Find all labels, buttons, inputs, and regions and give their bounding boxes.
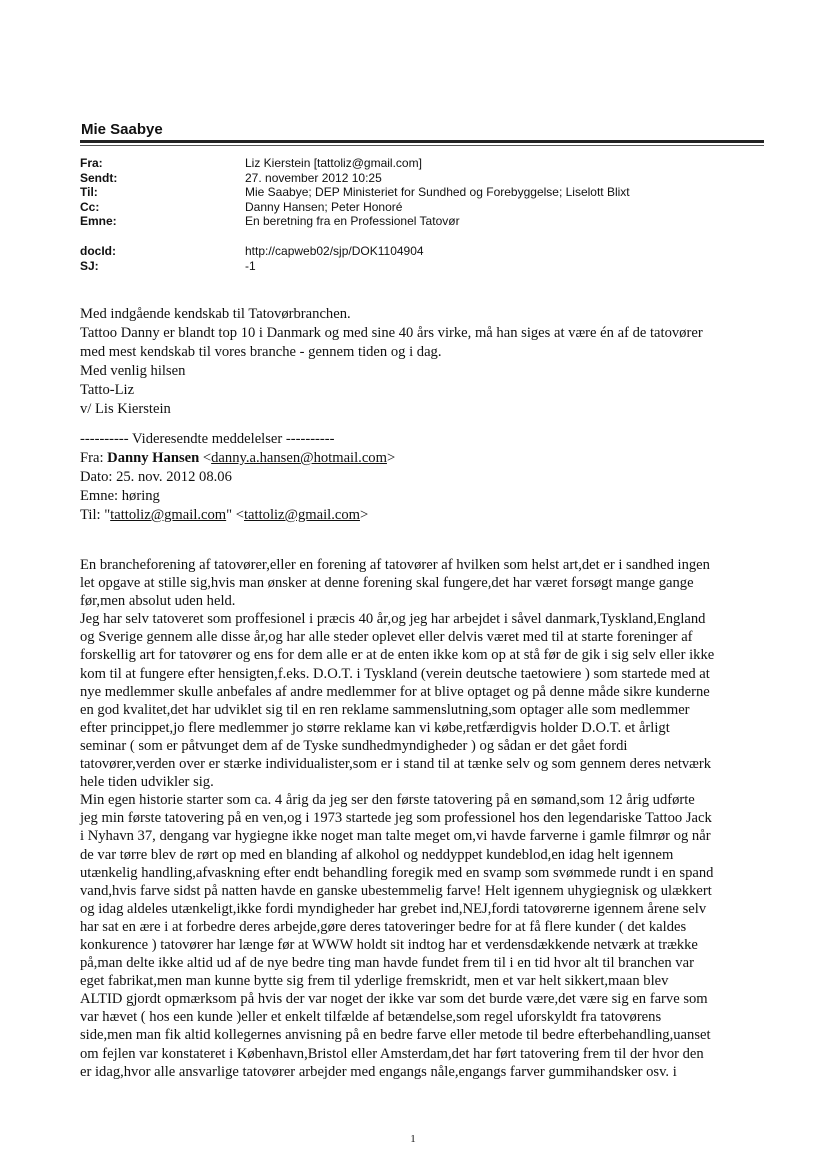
body-line: en god kvalitet,det har udviklet sig til en ren reklame sammenslutning,som optager alle som medlemmer (80, 701, 690, 718)
letter-body (80, 556, 770, 1081)
body-line: de var tørre blev de rørt op med en blanding af alkohol og neddyppet kundeblod,en idag helt igennem (80, 846, 674, 863)
header-value: Liz Kierstein [tattoliz@gmail.com] (245, 156, 422, 170)
body-line: på,man delte ikke altid ud af de nye bedre ting man havde fundet frem til i en tid hvor alt til branchen var (80, 955, 694, 972)
body-line: forskellig art for tatovører og ens for dem alle er at de enten ikke kom op at stå før de gik i sig selv eller ikke (80, 647, 715, 664)
forwarded-title: ---------- Videresendte meddelelser ---------- (80, 431, 335, 447)
body-line: side,men man fik altid kollegernes anvisning på en bedre farve eller metode til bedre efterbehandling,uanset (80, 1027, 711, 1044)
forwarded-subject: Emne: høring (80, 488, 160, 504)
intro-line: Med indgående kendskab til Tatovørbranchen. (80, 306, 351, 322)
header-label: Sendt: (80, 170, 118, 185)
body-line: En brancheforening af tatovører,eller en forening af tatovører af hvilken som helst art,det er i sandhed ingen (80, 557, 710, 573)
forwarded-to (80, 506, 770, 525)
header-rule-thin (80, 145, 764, 146)
body-line: konkurence ) tatovører har længe før at WWW holdt sit indtog har et verdensdækkende netværk at trække (80, 936, 698, 953)
meta-value: http://capweb02/sjp/DOK1104904 (245, 244, 424, 258)
body-line: jeg min første tatovering på en ven,og i 1973 startede jeg som professionel hos den legendariske Tattoo Jack (80, 810, 712, 827)
email-bracket: " < (226, 507, 244, 523)
body-line: eget fabrikat,men man kunne bytte sig frem til yderlige fremskridt, men et var helt sikkert,maan blev (80, 973, 669, 990)
body-line: før,men absolut uden held. (80, 593, 236, 610)
header-rule-thick (80, 140, 764, 143)
forwarded-from (80, 449, 770, 468)
from-name: Danny Hansen (107, 450, 200, 466)
header-label: Emne: (80, 214, 117, 228)
body-line: hele tiden udvikler sig. (80, 774, 214, 791)
intro-line: med mest kendskab til vores branche - gennem tiden og i dag. (80, 344, 442, 360)
header-value: 27. november 2012 10:25 (245, 170, 382, 185)
body-line: utænkelig handling,afvaskning efter endt behandling foregik med en svamp som svømmede rundt i en spand (80, 864, 714, 881)
from-label: Fra: (80, 450, 108, 466)
body-line: nye medlemmer skulle anbefales af andre medlemmer for at blive optaget og på denne måde sikre kunderne (80, 683, 710, 700)
meta-label: SJ: (80, 258, 99, 273)
email-bracket: < (199, 450, 212, 466)
intro-line: Tatto-Liz (80, 382, 135, 398)
mailbox-owner-name: Mie Saabye (81, 121, 163, 138)
body-line: efter princippet,jo flere medlemmer jo større reklame kan vi købe,retfærdigvis holder D.O.T. et årligt (80, 719, 670, 736)
page-number: 1 (410, 1133, 416, 1145)
body-line: seminar ( som er påtvunget dem af de Tyske sundhedmyndigheder ) og sådan er det gået fordi (80, 737, 628, 754)
body-line: Min egen historie starter som ca. 4 årig da jeg ser den første tatovering på en sømand,som 12 årig udførte (80, 792, 695, 809)
header-label: Til: (80, 185, 98, 199)
to-email-link[interactable]: tattoliz@gmail.com (110, 507, 227, 523)
body-line: ALTID gjordt opmærksom på hvis der var noget der ikke var som det burde være,det være sig en farve som (80, 991, 708, 1008)
body-line: let opgave at stille sig,hvis man ønsker at denne forening skal fungere,det har været forsøgt mange gange (80, 575, 694, 592)
header-value: En beretning fra en Professionel Tatovør (245, 214, 460, 228)
header-value: Mie Saabye; DEP Ministeriet for Sundhed og Forebyggelse; Liselott Blixt (245, 185, 630, 199)
email-bracket: > (386, 450, 396, 466)
body-line: og Sverige gennem alle disse år,og har alle steder oplevet eller delvis været med til at starte foreninger af (80, 629, 693, 646)
intro-line: Med venlig hilsen (80, 363, 186, 379)
body-line: Jeg har selv tatoveret som proffesionel i præcis 40 år,og jeg har arbejdet i såvel danmark,Tyskland,England (80, 611, 706, 628)
to-email-link[interactable]: tattoliz@gmail.com (244, 507, 360, 523)
intro-line: v/ Lis Kierstein (80, 401, 171, 417)
email-bracket: > (359, 507, 369, 523)
header-value: Danny Hansen; Peter Honoré (245, 199, 403, 214)
body-line: vand,hvis farve sidst på natten havde en ganske ubestemmelig farve! Helt igennem uhygiegnisk og ulækkert (80, 882, 712, 899)
body-line: er idag,hvor alle ansvarlige tatovører arbejder med engangs nåle,engangs farver gummihandsker osv. i (80, 1063, 677, 1080)
from-email-link[interactable]: danny.a.hansen@hotmail.com (211, 450, 387, 466)
meta-label: docId: (80, 244, 116, 258)
intro-message (80, 305, 770, 419)
intro-line: Tattoo Danny er blandt top 10 i Danmark og med sine 40 års virke, må han siges at være én af de tatovører (80, 325, 703, 341)
forwarded-date: Dato: 25. nov. 2012 08.06 (80, 469, 232, 485)
body-line: og idag aldeles utænkeligt,ikke fordi myndigheder har grebet ind,NEJ,fordi tatovørerne igennem årene selv (80, 900, 707, 917)
forwarded-header (80, 430, 770, 525)
header-label: Cc: (80, 199, 100, 214)
body-line: i Nyhavn 37, dengang var hygiegne ikke noget man talte meget om,vi havde farverne i gamle filmrør og når (80, 828, 711, 845)
body-line: har sat en ære i at forbedre deres arbejde,gøre deres tatoveringer bedre for at få flere kunder ( det kaldes (80, 918, 687, 935)
body-line: kom til at fungere efter hensigten,f.eks. D.O.T. i Tyskland (verein deutsche taetowiere ) som startede med at (80, 665, 710, 682)
body-line: om fejlen var konstateret i København,Bristol eller Amsterdam,det har ført tatovering frem til der hvor den (80, 1045, 704, 1062)
to-label: Til: " (80, 507, 111, 523)
meta-value: -1 (245, 258, 256, 273)
body-line: tatovører,verden over er stærke individualister,som er i stand til at tænke selv og som gennem deres netværk (80, 756, 712, 773)
body-line: var hævet ( hos een kunde )eller et enkelt tilfælde af betændelse,som regel uforskyldt fra tatovørens (80, 1009, 662, 1026)
header-label: Fra: (80, 156, 103, 170)
